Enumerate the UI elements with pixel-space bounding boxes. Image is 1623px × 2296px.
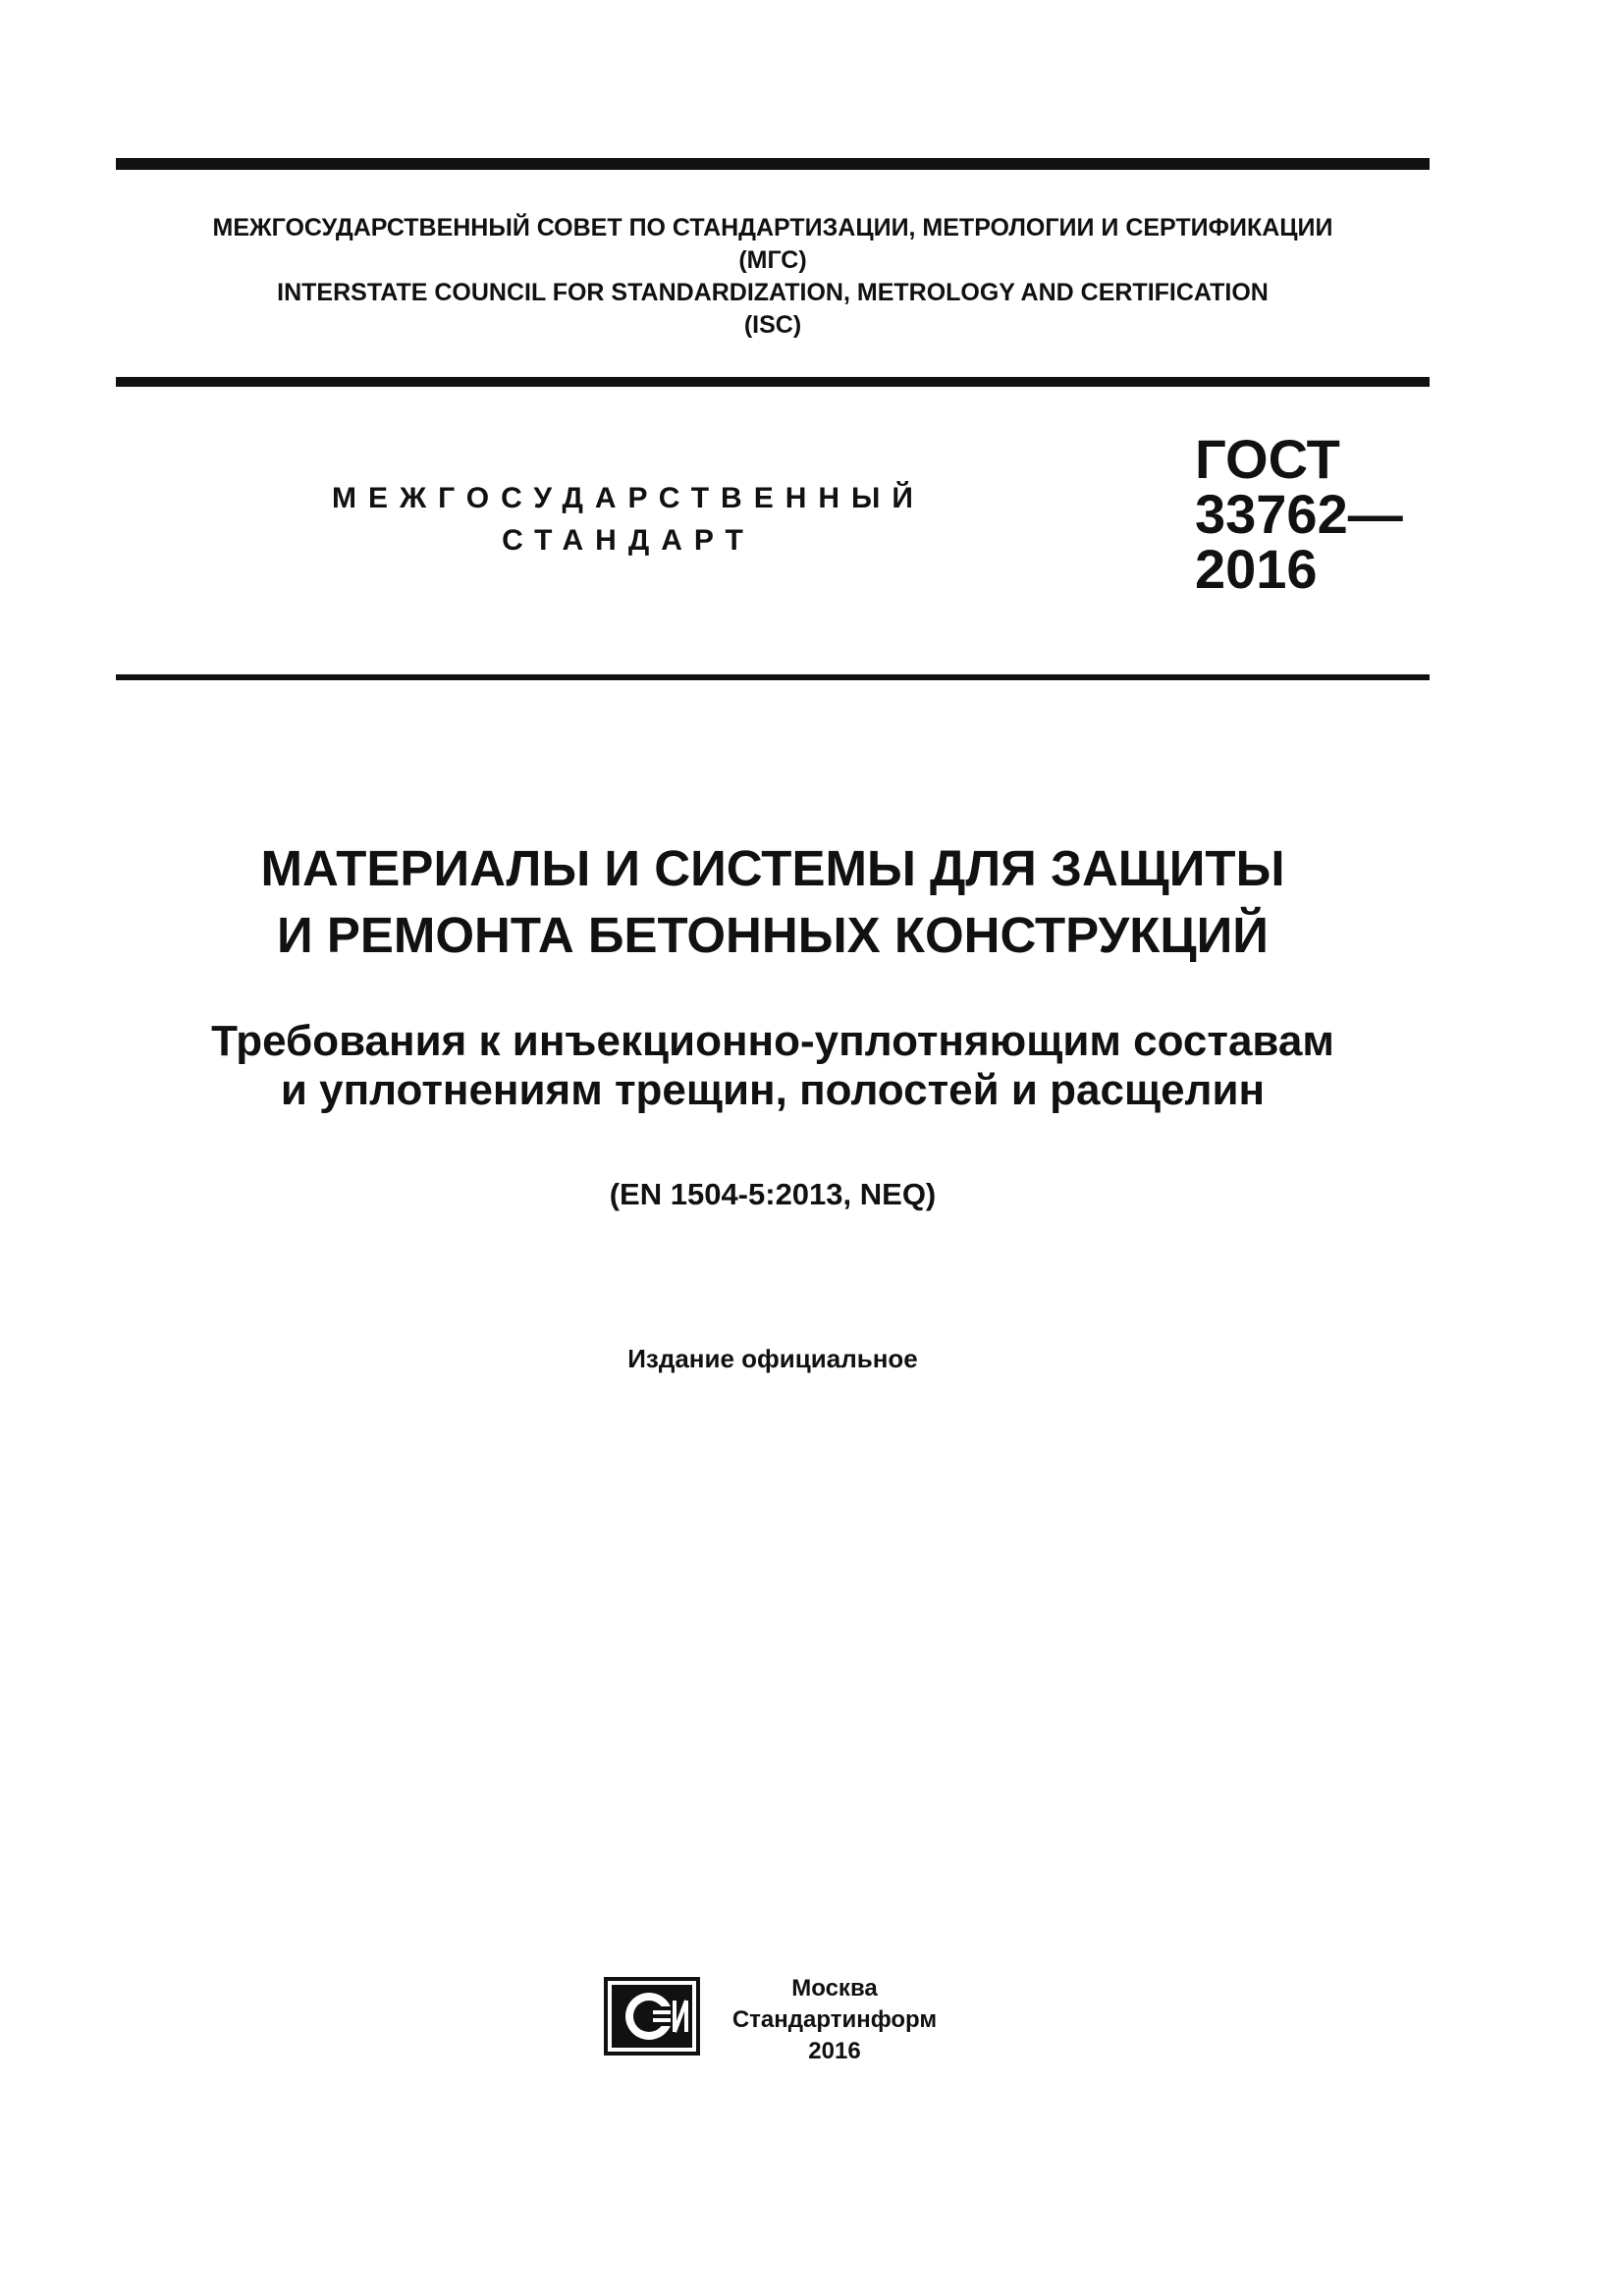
standard-type-line2: СТАНДАРТ	[502, 524, 755, 557]
publisher-name: Стандартинформ	[731, 2006, 938, 2033]
designation-year: 2016	[1195, 538, 1318, 600]
council-header	[116, 212, 1430, 342]
designation-number: 33762—	[1195, 483, 1403, 545]
top-rule	[116, 158, 1430, 170]
designation-prefix: ГОСТ	[1195, 428, 1340, 490]
publisher-block	[717, 1973, 952, 2067]
council-abbr-ru: (МГС)	[738, 246, 807, 274]
document-title	[116, 835, 1430, 969]
subtitle-line1: Требования к инъекционно-уплотняющим составам	[211, 1017, 1334, 1065]
standard-type-line1: МЕЖГОСУДАРСТВЕННЫЙ	[332, 482, 925, 514]
middle-rule	[116, 377, 1430, 387]
publisher-city: Москва	[791, 1975, 878, 2002]
council-abbr-en: (ISC)	[743, 311, 802, 339]
standard-designation	[1195, 428, 1403, 600]
standartinform-logo-icon	[604, 1977, 700, 2056]
lower-rule	[116, 674, 1430, 680]
council-name-ru: МЕЖГОСУДАРСТВЕННЫЙ СОВЕТ ПО СТАНДАРТИЗАЦИИ, МЕТРОЛОГИИ И СЕРТИФИКАЦИИ	[212, 214, 1333, 241]
document-subtitle	[116, 1017, 1430, 1115]
council-name-en: INTERSTATE COUNCIL FOR STANDARDIZATION, METROLOGY AND CERTIFICATION	[277, 279, 1269, 306]
edition-note: Издание официальное	[627, 1344, 918, 1373]
title-line1: МАТЕРИАЛЫ И СИСТЕМЫ ДЛЯ ЗАЩИТЫ	[260, 840, 1285, 896]
harmonization-reference: (EN 1504-5:2013, NEQ)	[609, 1177, 937, 1211]
title-line2: И РЕМОНТА БЕТОННЫХ КОНСТРУКЦИЙ	[277, 907, 1269, 963]
publisher-year: 2016	[808, 2038, 861, 2064]
standard-type-label	[285, 477, 972, 561]
subtitle-line2: и уплотнениям трещин, полостей и расщелин	[280, 1066, 1266, 1114]
